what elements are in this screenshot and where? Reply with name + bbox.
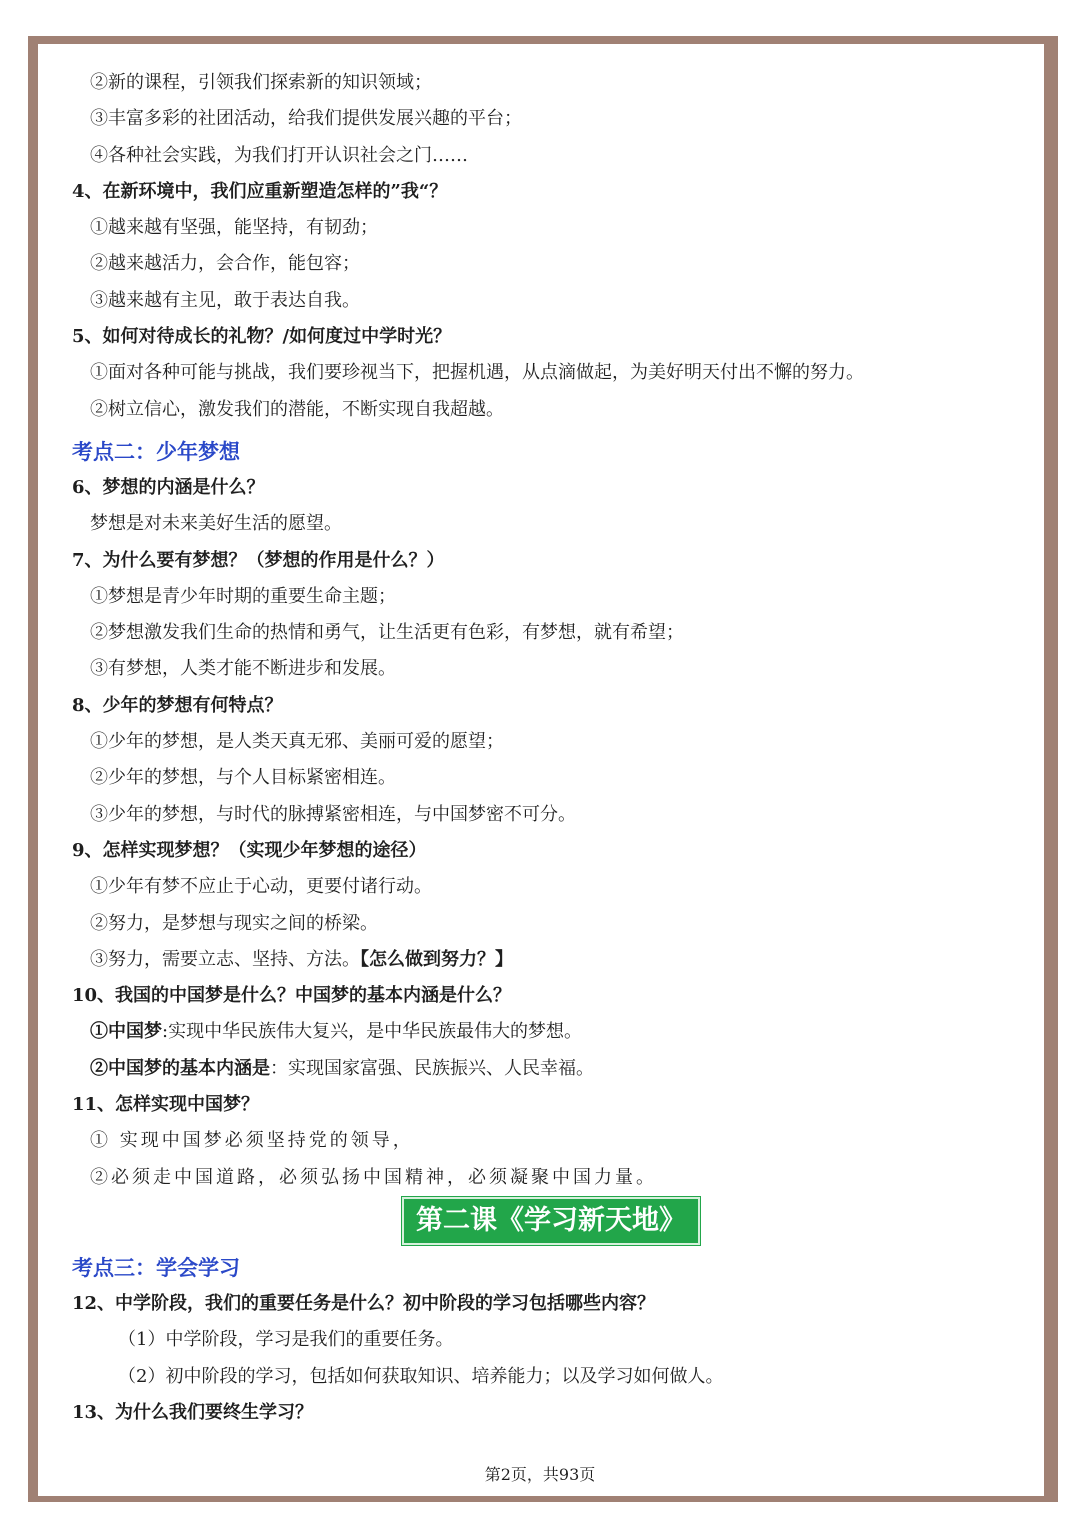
question-heading: 6、梦想的内涵是什么？ xyxy=(72,476,265,498)
document-content xyxy=(72,72,1022,1438)
question-heading: 5、如何对待成长的礼物？/如何度过中学时光？ xyxy=(72,326,452,348)
answer-line: ①少年有梦不应止于心动，更要付诸行动。 xyxy=(90,876,432,898)
answer-bold: ①中国梦 xyxy=(90,1021,162,1043)
answer-line xyxy=(72,1021,1022,1057)
answer-line: ③丰富多彩的社团活动，给我们提供发展兴趣的平台； xyxy=(90,108,522,130)
section-heading: 考点三：学会学习 xyxy=(72,1255,240,1280)
answer-line: ③越来越有主见，敢于表达自我。 xyxy=(90,289,360,311)
question-heading: 13、为什么我们要终生学习？ xyxy=(72,1401,314,1423)
question-heading: 7、为什么要有梦想？（梦想的作用是什么？） xyxy=(72,549,445,571)
answer-line: ①少年的梦想，是人类天真无邪、美丽可爱的愿望； xyxy=(90,731,504,753)
lesson-title-wrap xyxy=(72,1203,1022,1251)
answer-line: （1）中学阶段，学习是我们的重要任务。 xyxy=(118,1329,454,1351)
page-footer: 第2页，共93页 xyxy=(484,1465,596,1484)
answer-line: ②必须走中国道路，必须弘扬中国精神，必须凝聚中国力量。 xyxy=(90,1166,657,1188)
answer-line: ②少年的梦想，与个人目标紧密相连。 xyxy=(90,767,396,789)
answer-text: ：实现国家富强、民族振兴、人民幸福。 xyxy=(270,1057,594,1079)
answer-line: ③有梦想，人类才能不断进步和发展。 xyxy=(90,658,396,680)
answer-line: ④各种社会实践，为我们打开认识社会之门…… xyxy=(90,144,468,166)
answer-line: ②梦想激发我们生命的热情和勇气，让生活更有色彩，有梦想，就有希望； xyxy=(90,622,684,644)
question-heading: 11、怎样实现中国梦？ xyxy=(72,1094,260,1116)
answer-line: ①面对各种可能与挑战，我们要珍视当下，把握机遇，从点滴做起，为美好明天付出不懈的努力。 xyxy=(90,362,864,384)
section-heading: 考点二：少年梦想 xyxy=(72,439,240,464)
answer-line: ②树立信心，激发我们的潜能，不断实现自我超越。 xyxy=(90,398,504,420)
answer-line: 梦想是对未来美好生活的愿望。 xyxy=(90,513,342,535)
answer-line xyxy=(72,1058,1022,1094)
question-heading: 9、怎样实现梦想？（实现少年梦想的途径） xyxy=(72,839,427,861)
answer-text: ③努力，需要立志、坚持、方法。 xyxy=(90,948,360,970)
answer-line: ②努力，是梦想与现实之间的桥梁。 xyxy=(90,912,378,934)
question-heading: 12、中学阶段，我们的重要任务是什么？初中阶段的学习包括哪些内容？ xyxy=(72,1292,656,1314)
answer-line: ②新的课程，引领我们探索新的知识领域； xyxy=(90,72,432,93)
question-heading: 10、我国的中国梦是什么？中国梦的基本内涵是什么？ xyxy=(72,985,512,1007)
answer-line xyxy=(72,949,1022,985)
answer-line: ①越来越有坚强，能坚持，有韧劲； xyxy=(90,217,378,239)
question-heading: 4、在新环境中，我们应重新塑造怎样的”我“？ xyxy=(72,180,448,202)
answer-bold: 【怎么做到努力？】 xyxy=(360,948,513,970)
lesson-title: 第二课《学习新天地》 xyxy=(402,1197,700,1245)
answer-line: （2）初中阶段的学习，包括如何获取知识、培养能力；以及学习如何做人。 xyxy=(118,1365,724,1387)
answer-line: ③少年的梦想，与时代的脉搏紧密相连，与中国梦密不可分。 xyxy=(90,803,576,825)
answer-text: :实现中华民族伟大复兴，是中华民族最伟大的梦想。 xyxy=(162,1021,583,1043)
answer-bold: ②中国梦的基本内涵是 xyxy=(90,1057,270,1079)
question-heading: 8、少年的梦想有何特点？ xyxy=(72,694,283,716)
answer-line: ① 实现中国梦必须坚持党的领导， xyxy=(90,1130,414,1152)
answer-line: ②越来越活力，会合作，能包容； xyxy=(90,253,360,275)
answer-line: ①梦想是青少年时期的重要生命主题； xyxy=(90,585,396,607)
